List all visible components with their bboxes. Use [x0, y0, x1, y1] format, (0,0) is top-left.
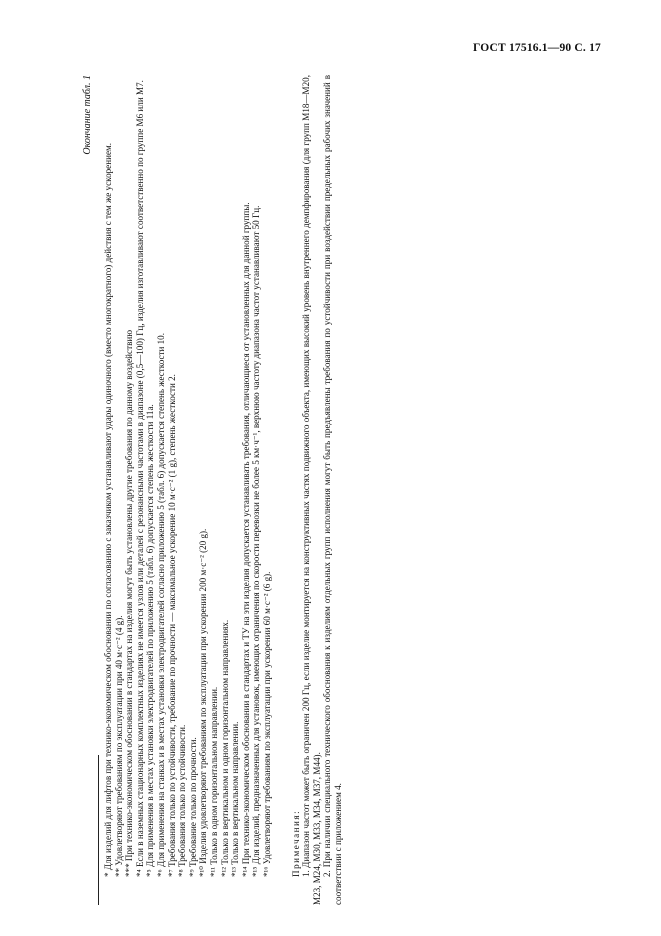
- footnotes-block: [98, 75, 343, 905]
- footnote-8: *⁸ Требования только по устойчивости.: [177, 724, 188, 877]
- footnote-2: ** Удовлетворяют требованиям по эксплуатации при 40 м·с⁻² (4 g).: [113, 615, 124, 877]
- footnote-9: *⁹ Требование только по прочности.: [187, 737, 198, 877]
- footnote-rule: [98, 755, 99, 905]
- page-header: ГОСТ 17516.1—90 С. 17: [473, 42, 601, 54]
- footnote-15: *¹⁵ Для изделий, предназначенных для установок, имеющих ограничения по скорости перевозки не более 5 км·ч⁻¹, верхнюю частоту диапазона частот устанавливают 50 Гц.: [251, 205, 262, 877]
- table-continuation-label: Окончание табл. 1: [82, 75, 93, 155]
- footnote-12: *¹² Только в вертикальном и одном горизонтальном направлениях.: [219, 619, 230, 877]
- footnote-10: *¹⁰ Изделия удовлетворяют требованиям по эксплуатации при ускорении 200 м·с⁻² (20 g).: [198, 528, 209, 877]
- note-2: 2. При наличии специального технического обоснования к изделиям отдельных групп исполнения могут быть предъявлены требования по устойчивости при воздействии предельных рабочих значений в соответствии с приложением 4.: [322, 75, 343, 905]
- footnote-4: *⁴ Если в наземных стационарных комплектных изделиях не имеется узлов или деталей с резонансными частотами в диапазоне (0,5—100) Гц, изделия изготавливают соответственно по группе М6 или М7.: [134, 80, 145, 877]
- notes-title: Примечания:: [290, 809, 301, 877]
- footnote-3: *** При технико-экономическом обосновании в стандартах на изделия могут быть установлены другие требования по данному воздействию: [124, 329, 135, 877]
- footnote-16: *¹⁶ Удовлетворяют требованиям по эксплуатации при ускорении 60 м·с⁻² (6 g).: [261, 571, 272, 877]
- footnote-5: *⁵ Для применения в местах установки электродвигателей по приложению 5 (табл. 6) допускается степень жесткости 11а.: [145, 404, 156, 877]
- rotated-content-area: [78, 75, 578, 905]
- footnote-14: *¹⁴ При технико-экономическом обосновании в стандартах и ТУ на эти изделия допускается устанавливать требования, отличающиеся от установленных для данной группы.: [240, 202, 251, 877]
- footnote-13: *¹³ Только в вертикальном направлении.: [230, 721, 241, 877]
- footnote-7: *⁷ Требования только по устойчивости, требование по прочности — максимальное ускорение 10 м·с⁻² (1 g), степень жесткости 2.: [166, 374, 177, 877]
- rotated-page-body: [78, 75, 578, 905]
- note-1: 1. Диапазон частот может быть ограничен 200 Гц, если изделие монтируется на конструктивных частях подвижного объекта, имеющих высокий уровень внутреннего демпфирования (для групп М18—М20, М23, М24, М30, М33, М34, М37, М44).: [301, 75, 322, 905]
- footnote-1: * Для изделий для лифтов при технико-экономическом обосновании по согласованию с заказчиком устанавливают удары одиночного (вместо многократного) действия с тем же ускорением.: [103, 142, 113, 877]
- footnote-6: *⁶ Для применения на станках и в местах установки электродвигателей согласно приложению 5 (табл. 6) допускается степень жесткости 10.: [155, 333, 166, 877]
- footnote-11: *¹¹ Только в одном горизонтальном направлении.: [208, 686, 219, 877]
